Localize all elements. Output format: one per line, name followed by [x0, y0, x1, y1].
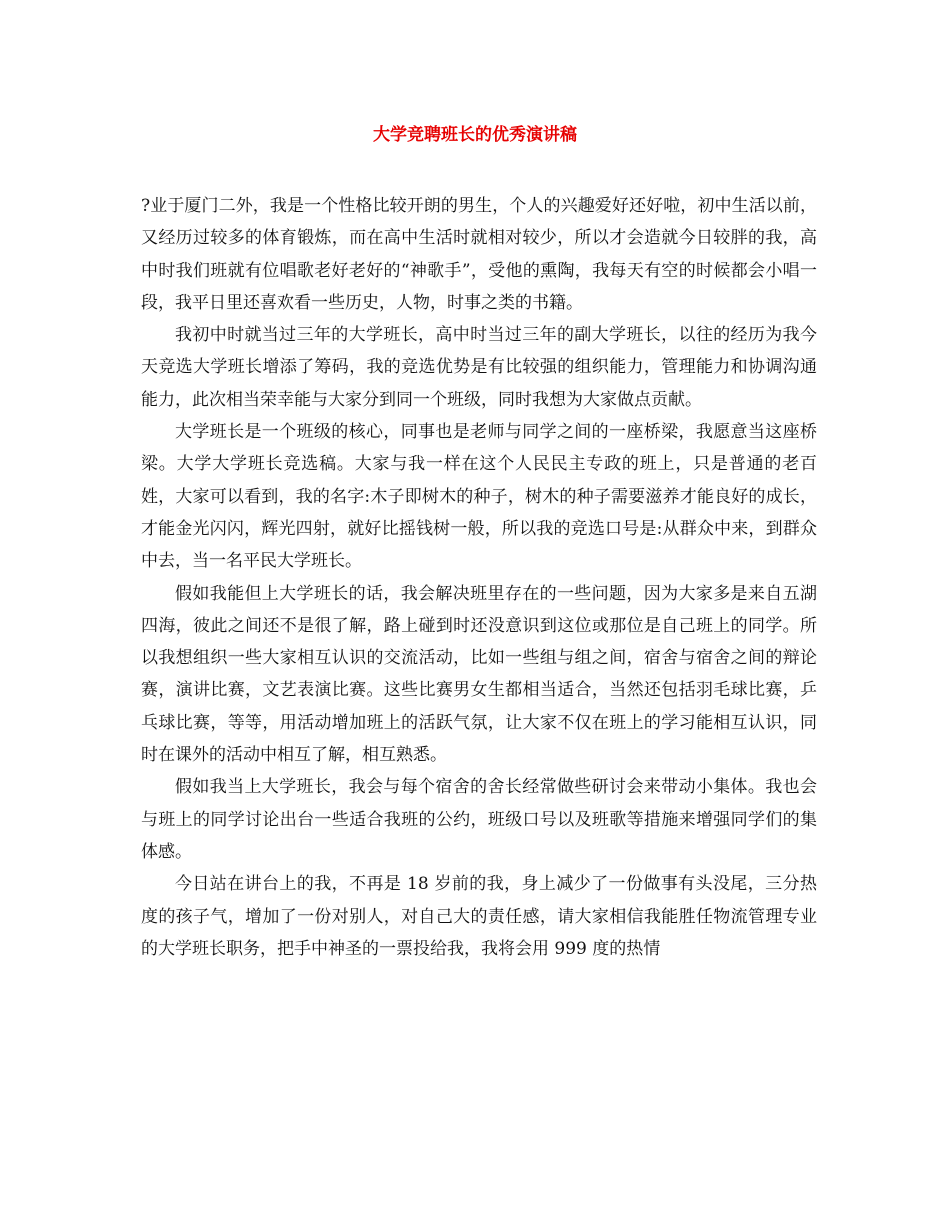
paragraph-5: 假如我当上大学班长，我会与每个宿舍的舍长经常做些研讨会来带动小集体。我也会与班上的同学讨论出台一些适合我班的公约，班级口号以及班歌等措施来增强同学们的集体感。	[141, 777, 817, 862]
paragraph-6: 今日站在讲台上的我，不再是 18 岁前的我，身上减少了一份做事有头没尾，三分热度的孩子气，增加了一份对别人，对自己大的责任感，请大家相信我能胜任物流管理专业的大学班长职务，把手中神圣的一票投给我，我将会用 999 度的热情	[141, 874, 817, 959]
paragraph-2: 我初中时就当过三年的大学班长，高中时当过三年的副大学班长，以往的经历为我今天竞选大学班长增添了筹码，我的竞选优势是有比较强的组织能力，管理能力和协调沟通能力，此次相当荣幸能与大家分到同一个班级，同时我想为大家做点贡献。	[141, 325, 817, 410]
paragraph-4: 假如我能但上大学班长的话，我会解决班里存在的一些问题，因为大家多是来自五湖四海，彼此之间还不是很了解，路上碰到时还没意识到这位或那位是自己班上的同学。所以我想组织一些大家相互认识的交流活动，比如一些组与组之间，宿舍与宿舍之间的辩论赛，演讲比赛，文艺表演比赛。这些比赛男女生都相当适合，当然还包括羽毛球比赛，乒乓球比赛，等等，用活动增加班上的活跃气氛，让大家不仅在班上的学习能相互认识，同时在课外的活动中相互了解，相互熟悉。	[141, 583, 817, 766]
document-title: 大学竞聘班长的优秀演讲稿	[373, 125, 577, 145]
paragraph-3: 大学班长是一个班级的核心，同事也是老师与同学之间的一座桥梁，我愿意当这座桥梁。大学大学班长竞选稿。大家与我一样在这个人民民主专政的班上，只是普通的老百姓，大家可以看到，我的名字:木子即树木的种子，树木的种子需要滋养才能良好的成长，才能金光闪闪，辉光四射，就好比摇钱树一般，所以我的竞选口号是:从群众中来，到群众中去，当一名平民大学班长。	[141, 422, 817, 572]
paragraph-1: ?业于厦门二外，我是一个性格比较开朗的男生，个人的兴趣爱好还好啦，初中生活以前，又经历过较多的体育锻炼，而在高中生活时就相对较少，所以才会造就今日较胖的我，高中时我们班就有位唱歌老好老好的“神歌手”，受他的熏陶，我每天有空的时候都会小唱一段，我平日里还喜欢看一些历史，人物，时事之类的书籍。	[141, 196, 817, 313]
document-body	[141, 190, 817, 965]
